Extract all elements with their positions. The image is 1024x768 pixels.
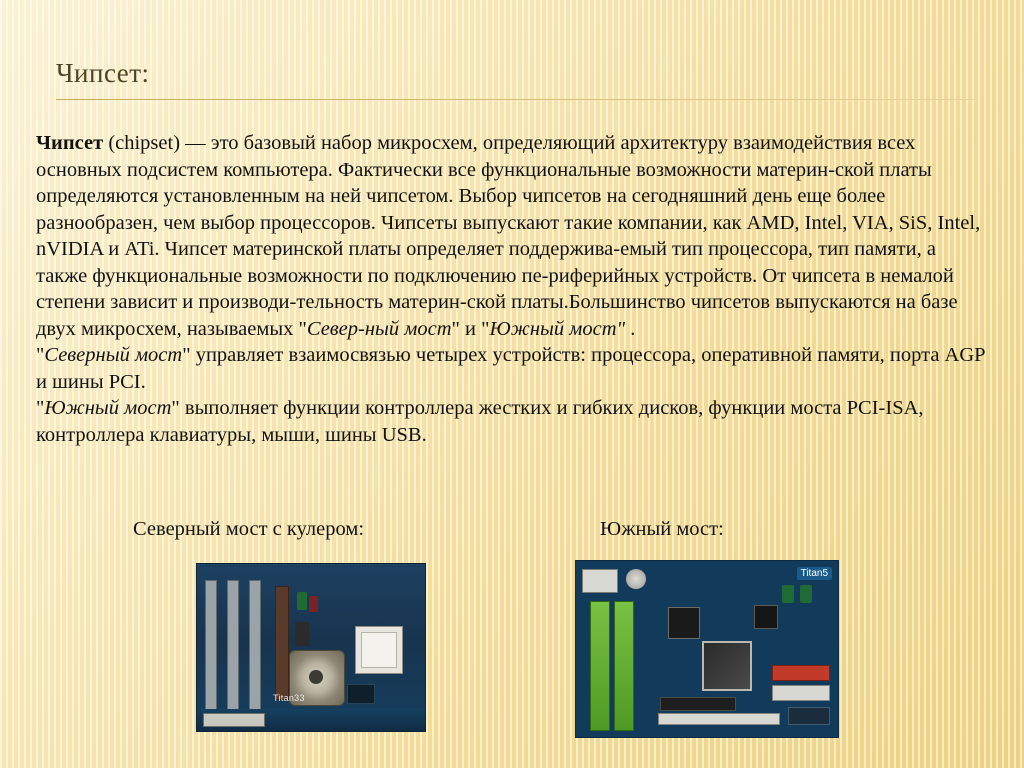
motherboard-right-illustration (576, 561, 838, 737)
run-1-3: " и " (451, 317, 490, 340)
paragraph-2 (36, 342, 991, 395)
run-3-2: " выполняет функции контроллера жестких и гибких дисков, функции моста PCI-ISA, контроллера клавиатуры, мыши, шины USB. (36, 397, 924, 446)
chip-icon (347, 684, 375, 704)
memory-slot-icon (590, 601, 610, 731)
run-bold-chipset: Чипсет (36, 132, 104, 154)
title-divider (56, 99, 976, 100)
pci-slot-icon (658, 713, 780, 725)
caption-north-bridge: Северный мост с кулером: (133, 518, 365, 540)
image-north-bridge (196, 563, 426, 732)
slide-title-area (56, 58, 976, 100)
image-captions (0, 518, 1024, 548)
capacitor-icon (309, 596, 318, 612)
capacitor-icon (800, 585, 812, 603)
board-label-left: Titan33 (273, 693, 305, 703)
run-2-2: " управляет взаимосвязью четырех устройств: процессора, оперативной памяти, порта AGP и шины PCI. (36, 344, 985, 393)
cmos-battery-icon (626, 569, 646, 589)
io-ports-icon (203, 713, 265, 727)
run-3-0: " (36, 397, 45, 419)
run-1-1: (chipset) — это базовый набор микросхем, определяющий архитектуру взаимодействия всех основных подсистем компьютера. Фактически все функциональные возможности материн-ской платы определяются установленным на ней чипсетом. Выбор чипсетов на сегодняшний день еще более разнообразен, чем выбор процессоров. Чипсеты выпускают такие компании, как AMD, Intel, VIA, SiS, Intel, nVIDIA и ATi. Чипсет материнской платы определяет поддержива-емый тип процессора, тип памяти, а также функциональные возможности по подключению пе-риферийных устройств. От чипсета в немалой степени зависит и производи-тельность материн-ской платы.Большинство чипсетов выпускаются на базе двух микросхем, называемых " (36, 132, 981, 340)
motherboard-left-illustration (197, 564, 425, 731)
capacitor-icon (297, 592, 307, 610)
chip-icon (668, 607, 700, 639)
chip-icon (295, 622, 309, 646)
image-south-bridge (575, 560, 839, 738)
ide-connector-icon (772, 685, 830, 701)
chip-icon (754, 605, 778, 629)
pci-slot-icon (205, 580, 217, 710)
page-title: Чипсет: (56, 58, 150, 88)
atx-power-connector-icon (582, 569, 618, 593)
memory-slot-icon (614, 601, 634, 731)
run-2-0: " (36, 344, 45, 366)
cpu-socket-inner-icon (361, 632, 397, 668)
body-text (36, 130, 991, 448)
usb-header-icon (788, 707, 830, 725)
run-italic-north-2: Северный мост (44, 344, 183, 366)
cooler-hub-icon (309, 670, 323, 684)
ide-connector-icon (772, 665, 830, 681)
caption-south-bridge: Южный мост: (600, 518, 724, 540)
paragraph-3 (36, 395, 991, 448)
capacitor-icon (782, 585, 794, 603)
agp-slot-icon (275, 586, 289, 700)
south-bridge-chip-icon (702, 641, 752, 691)
board-label-right: Titan5 (797, 567, 832, 580)
floppy-connector-icon (660, 697, 736, 711)
pci-slot-icon (227, 580, 239, 710)
paragraph-1 (36, 130, 991, 342)
run-italic-south-2: Южный мост (44, 397, 172, 419)
run-1-5: . (625, 317, 636, 340)
run-italic-north: Север-ный мост (306, 317, 452, 340)
pci-slot-icon (249, 580, 261, 710)
run-italic-south: Южный мост" (489, 317, 626, 340)
